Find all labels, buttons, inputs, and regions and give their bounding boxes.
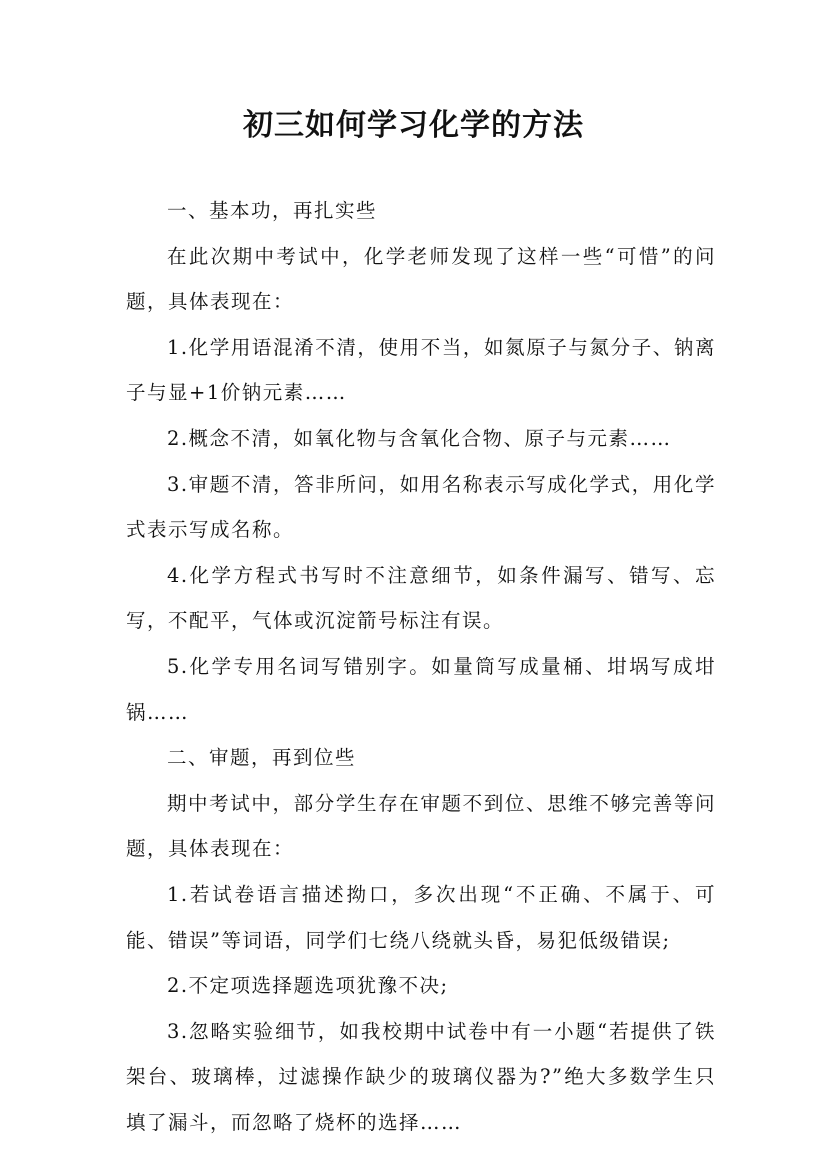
section-heading-2: 二、审题，再到位些	[166, 746, 356, 770]
paragraph: 在此次期中考试中，化学老师发现了这样一些“可惜”的问题，具体表现在：	[126, 244, 716, 314]
list-item: 2.概念不清，如氧化物与含氧化合物、原子与元素……	[166, 426, 672, 450]
list-item: 1.若试卷语言描述拗口，多次出现“不正确、不属于、可能、错误”等词语，同学们七绕八绕就头昏，易犯低级错误;	[126, 882, 716, 952]
list-item: 5.化学专用名词写错别字。如量筒写成量桶、坩埚写成坩锅……	[126, 654, 716, 724]
list-item: 3.忽略实验细节，如我校期中试卷中有一小题“若提供了铁架台、玻璃棒，过滤操作缺少的玻璃仪器为?”绝大多数学生只填了漏斗，而忽略了烧杯的选择……	[126, 1019, 716, 1134]
list-item: 3.审题不清，答非所问，如用名称表示写成化学式，用化学式表示写成名称。	[126, 472, 716, 542]
section-heading-1: 一、基本功，再扎实些	[166, 199, 377, 222]
document-title: 初三如何学习化学的方法	[243, 108, 584, 143]
list-item: 2.不定项选择题选项犹豫不决;	[166, 974, 449, 998]
document-body	[126, 188, 716, 1145]
list-item: 1.化学用语混淆不清，使用不当，如氮原子与氮分子、钠离子与显+1价钠元素……	[126, 335, 716, 405]
paragraph: 期中考试中，部分学生存在审题不到位、思维不够完善等问题，具体表现在：	[126, 791, 716, 861]
list-item: 4.化学方程式书写时不注意细节，如条件漏写、错写、忘写，不配平，气体或沉淀箭号标注有误。	[126, 563, 716, 633]
